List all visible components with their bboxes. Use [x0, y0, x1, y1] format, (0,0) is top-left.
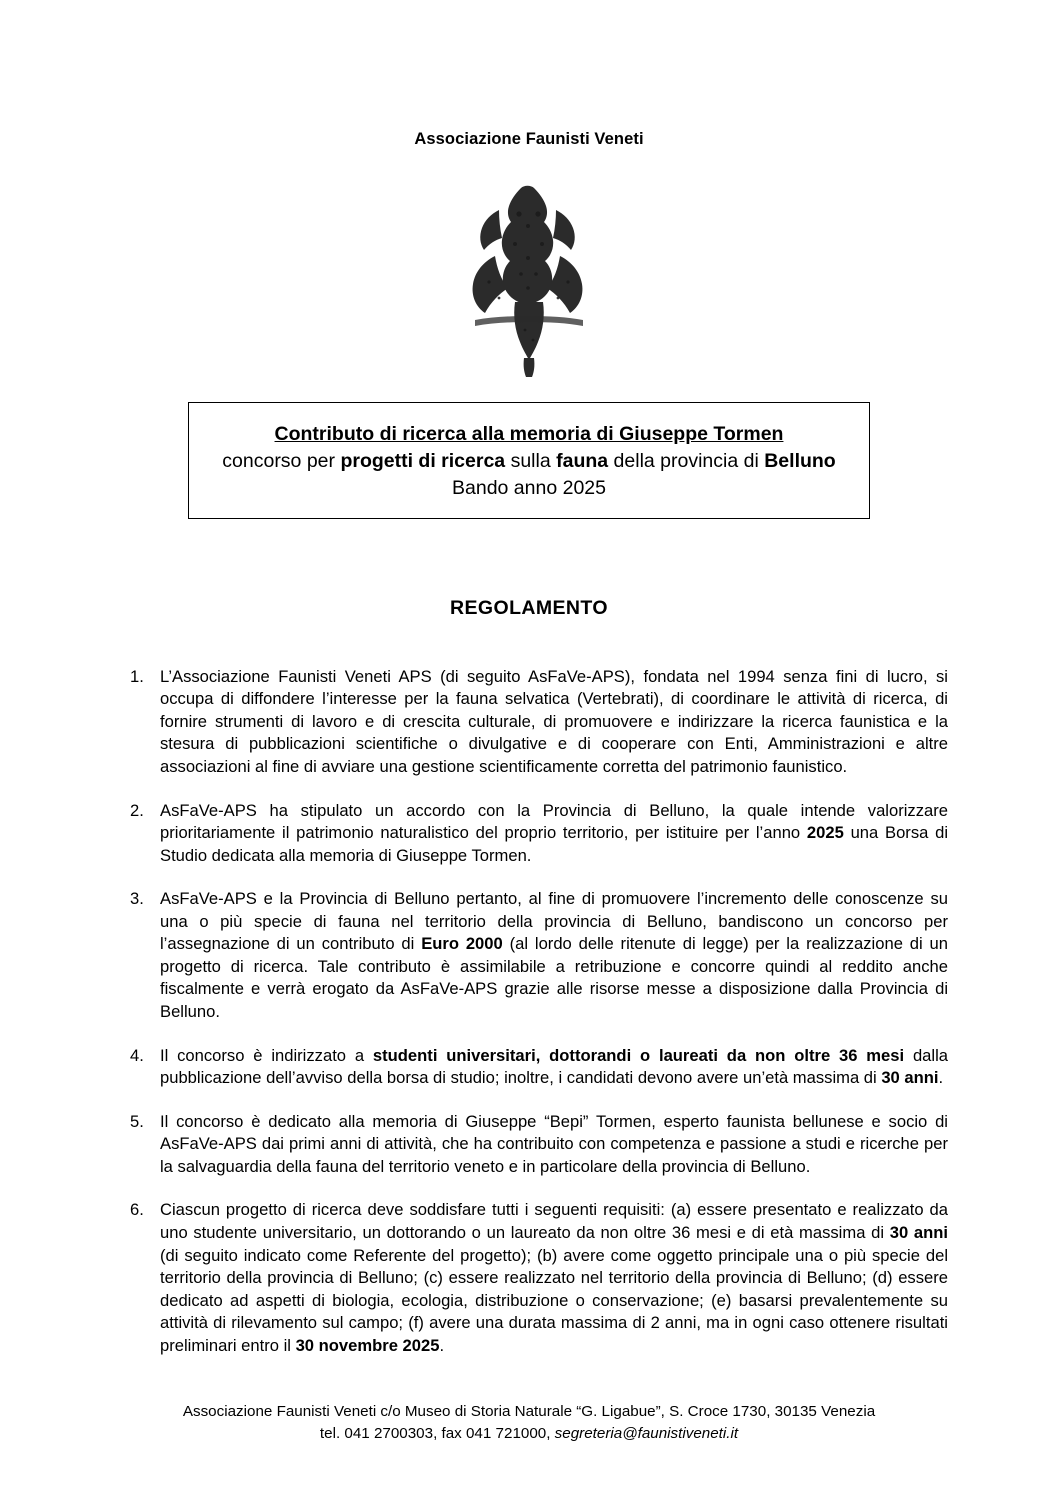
bird-on-branch-logo-icon	[429, 170, 629, 380]
rules-list	[110, 666, 948, 1358]
contest-title: Contributo di ricerca alla memoria di Giuseppe Tormen	[274, 423, 784, 445]
page-title: Associazione Faunisti Veneti	[414, 130, 644, 148]
list-item: AsFaVe-APS e la Provincia di Belluno pertanto, al fine di promuovere l’incremento delle conoscenze su una o più specie di fauna nel territorio della provincia di Belluno, bandiscono un concorso per l’assegnazione di un contributo di Euro 2000 (al lordo delle ritenute di legge) per la realizzazione di un progetto di ricerca. Tale contributo è assimilabile a retribuzione e concorre quindi al reddito anche fiscalmente e verrà erogato da AsFaVe-APS grazie alle risorse messe a disposizione dalla Provincia di Belluno.	[160, 889, 948, 1022]
list-item: Il concorso è indirizzato a studenti universitari, dottorandi o laureati da non oltre 36 mesi dalla pubblicazione dell’avviso della borsa di studio; inoltre, i candidati devono avere un’età massima di 30 anni.	[160, 1045, 949, 1088]
list-item: AsFaVe-APS ha stipulato un accordo con la Provincia di Belluno, la quale intende valorizzare prioritariamente il patrimonio naturalistico del proprio territorio, per istituire per l’anno 2025 una Borsa di Studio dedicata alla memoria di Giuseppe Tormen.	[160, 800, 948, 865]
title-box	[188, 402, 870, 519]
list-item: Ciascun progetto di ricerca deve soddisfare tutti i seguenti requisiti: (a) essere presentato e realizzato da uno studente universitario, un dottorando o un laureato da non oltre 36 mesi e di età massima di 30 anni (di seguito indicato come Referente del progetto); (b) avere come oggetto principale una o più specie del territorio della provincia di Belluno; (c) essere realizzato nel territorio della provincia di Belluno; (d) essere dedicato ad aspetti di biologia, ecologia, distribuzione o conservazione; (e) basarsi prevalentemente su attività di rilevamento sul campo; (f) avere una durata massima di 2 anni, ma in ogni caso ottenere risultati preliminari entro il 30 novembre 2025.	[160, 1200, 948, 1355]
logo-container	[110, 167, 948, 382]
footer-phone: tel. 041 2700303, fax 041 721000,	[319, 1424, 555, 1442]
subtitle-prefix: concorso per	[222, 449, 341, 472]
subtitle-bold-fauna: fauna	[556, 449, 609, 472]
list-item: Il concorso è dedicato alla memoria di Giuseppe “Bepi” Tormen, esperto faunista bellunese e socio di AsFaVe-APS dai primi anni di attività, che ha contribuito con competenza e passione a studi e ricerche per la salvaguardia della fauna del territorio veneto e in particolare della provincia di Belluno.	[160, 1111, 948, 1176]
subtitle-bold-projects: progetti di ricerca	[340, 449, 506, 472]
subtitle-bold-belluno: Belluno	[764, 449, 836, 472]
footer-email[interactable]: segreteria@faunistiveneti.it	[554, 1424, 739, 1442]
page-footer	[110, 1401, 948, 1445]
footer-address: Associazione Faunisti Veneti c/o Museo di Storia Naturale “G. Ligabue”, S. Croce 1730, 30135 Venezia	[182, 1402, 876, 1420]
section-heading: REGOLAMENTO	[450, 596, 608, 619]
subtitle-mid2: della provincia di	[608, 449, 765, 472]
contest-subtitle	[199, 448, 859, 475]
footer-contacts	[110, 1423, 948, 1445]
subtitle-mid: sulla	[505, 449, 557, 472]
contest-year: Bando anno 2025	[452, 476, 606, 499]
list-item: L’Associazione Faunisti Veneti APS (di seguito AsFaVe-APS), fondata nel 1994 senza fini di lucro, si occupa di diffondere l’interesse per la fauna selvatica (Vertebrati), di coordinare le attività di ricerca, di fornire strumenti di lavoro e di crescita culturale, di promuovere e indirizzare la ricerca faunistica e la stesura di pubblicazioni scientifiche o divulgative e di cooperare con Enti, Amministrazioni e altre associazioni al fine di avviare una gestione scientificamente corretta del patrimonio faunistico.	[160, 666, 948, 776]
